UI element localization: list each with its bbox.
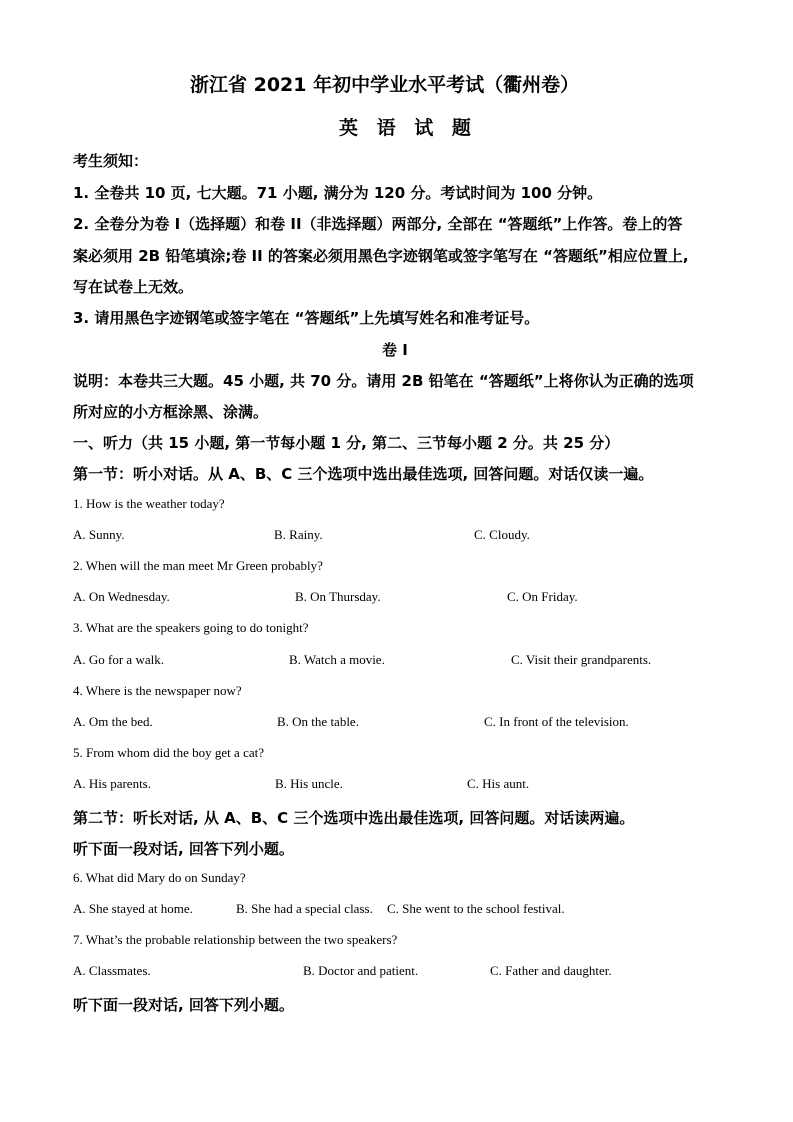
q2-option-b: B. On Thursday. [295,589,381,604]
notice-item-1: 1. 全卷共 10 页, 七大题。71 小题, 满分为 120 分。考试时间为 100 分钟。 [73,184,603,202]
question-7: 7. What’s the probable relationship between the two speakers? [73,932,398,947]
question-6: 6. What did Mary do on Sunday? [73,870,246,885]
part-listening-heading: 一、听力（共 15 小题, 第一节每小题 1 分, 第二、三节每小题 2 分。共 25 分） [73,434,620,452]
q5-option-a: A. His parents. [73,776,151,791]
q7-option-c: C. Father and daughter. [490,963,612,978]
volume-desc-line-1: 说明：本卷共三大题。45 小题, 共 70 分。请用 2B 铅笔在 “答题纸”上将你认为正确的选项 [73,372,694,390]
q3-option-c: C. Visit their grandparents. [511,652,652,667]
q4-option-c: C. In front of the television. [484,714,629,729]
q6-option-a: A. She stayed at home. [73,901,193,916]
volume-desc-line-2: 所对应的小方框涂黑、涂满。 [73,403,269,421]
q7-option-b: B. Doctor and patient. [303,963,419,978]
q7-option-a: A. Classmates. [73,963,151,978]
listen-prompt-1: 听下面一段对话, 回答下列小题。 [73,840,294,858]
q5-option-b: B. His uncle. [275,776,343,791]
q2-option-a: A. On Wednesday. [73,589,170,604]
q6-option-b: B. She had a special class. [236,901,373,916]
notice-item-2-end: 写在试卷上无效。 [73,278,194,296]
question-2: 2. When will the man meet Mr Green probably? [73,558,323,573]
notice-item-2-cont: 案必须用 2B 铅笔填涂;卷 II 的答案必须用黑色字迹钢笔或签字笔写在 “答题纸”相应位置上, [73,247,689,265]
q1-option-a: A. Sunny. [73,527,125,542]
q4-option-b: B. On the table. [277,714,359,729]
volume-title: 卷 I [382,341,408,359]
q2-option-c: C. On Friday. [507,589,578,604]
page-subtitle: 英 语 试 题 [339,117,477,139]
notice-item-3: 3. 请用黑色字迹钢笔或签字笔在 “答题纸”上先填写姓名和准考证号。 [73,309,540,327]
q5-option-c: C. His aunt. [467,776,530,791]
question-3: 3. What are the speakers going to do tonight? [73,620,309,635]
question-1: 1. How is the weather today? [73,496,225,511]
notice-item-2: 2. 全卷分为卷 I（选择题）和卷 II（非选择题）两部分, 全部在 “答题纸”上作答。卷上的答 [73,215,683,233]
listen-prompt-2: 听下面一段对话, 回答下列小题。 [73,996,294,1014]
section-2-heading: 第二节：听长对话, 从 A、B、C 三个选项中选出最佳选项, 回答问题。对话读两遍。 [73,809,635,827]
notice-heading: 考生须知： [73,152,149,170]
q3-option-a: A. Go for a walk. [73,652,164,667]
question-5: 5. From whom did the boy get a cat? [73,745,264,760]
q6-option-c: C. She went to the school festival. [387,901,565,916]
q4-option-a: A. Om the bed. [73,714,153,729]
q1-option-c: C. Cloudy. [474,527,530,542]
q3-option-b: B. Watch a movie. [289,652,385,667]
page-title: 浙江省 2021 年初中学业水平考试（衢州卷） [190,74,580,96]
question-4: 4. Where is the newspaper now? [73,683,242,698]
section-1-heading: 第一节：听小对话。从 A、B、C 三个选项中选出最佳选项, 回答问题。对话仅读一遍。 [73,465,654,483]
q1-option-b: B. Rainy. [274,527,323,542]
